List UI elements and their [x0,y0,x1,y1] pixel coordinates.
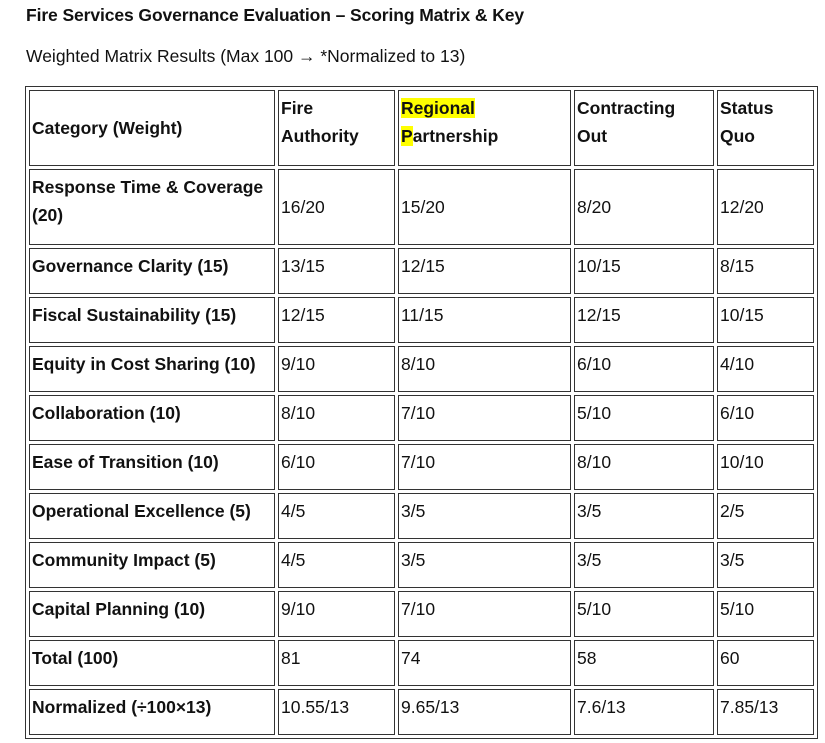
score-regional-partnership: 74 [398,640,571,686]
score-regional-partnership: 11/15 [398,297,571,343]
row-category: Total (100) [29,640,275,686]
header-regional-partnership [398,90,571,166]
score-contracting-out: 7.6/13 [574,689,714,735]
row-category: Normalized (÷100×13) [29,689,275,735]
row-category: Community Impact (5) [29,542,275,588]
score-regional-partnership: 9.65/13 [398,689,571,735]
score-status-quo: 12/20 [717,169,814,245]
row-category: Governance Clarity (15) [29,248,275,294]
score-status-quo: 10/10 [717,444,814,490]
score-regional-partnership: 12/15 [398,248,571,294]
header-status-quo-line1: Status [720,98,774,118]
header-contracting-out [574,90,714,166]
score-status-quo: 2/5 [717,493,814,539]
score-contracting-out: 5/10 [574,395,714,441]
table-header-row [29,90,814,166]
document-title: Fire Services Governance Evaluation – Scoring Matrix & Key [26,5,525,25]
header-contracting-out-line1: Contracting [577,98,676,118]
row-category: Equity in Cost Sharing (10) [29,346,275,392]
score-status-quo: 5/10 [717,591,814,637]
header-fire-authority-line1: Fire [281,98,314,118]
table-row [29,493,814,539]
row-category: Operational Excellence (5) [29,493,275,539]
header-regional-partnership-line1: Regional [401,98,475,118]
table-row [29,395,814,441]
score-status-quo: 10/15 [717,297,814,343]
header-contracting-out-line2: Out [577,126,608,146]
table-row-normalized [29,689,814,735]
score-regional-partnership: 15/20 [398,169,571,245]
score-fire-authority: 9/10 [278,591,395,637]
header-fire-authority-line2: Authority [281,126,359,146]
score-regional-partnership: 7/10 [398,591,571,637]
score-fire-authority: 16/20 [278,169,395,245]
score-contracting-out: 6/10 [574,346,714,392]
score-regional-partnership: 7/10 [398,444,571,490]
score-status-quo: 4/10 [717,346,814,392]
score-regional-partnership: 3/5 [398,542,571,588]
table-row [29,346,814,392]
score-contracting-out: 3/5 [574,542,714,588]
header-category: Category (Weight) [29,90,275,166]
row-category: Fiscal Sustainability (15) [29,297,275,343]
score-contracting-out: 12/15 [574,297,714,343]
header-status-quo [717,90,814,166]
score-fire-authority: 8/10 [278,395,395,441]
score-fire-authority: 9/10 [278,346,395,392]
score-fire-authority: 4/5 [278,542,395,588]
score-contracting-out: 58 [574,640,714,686]
header-regional-partnership-line2: artnership [412,126,499,146]
score-status-quo: 6/10 [717,395,814,441]
score-contracting-out: 10/15 [574,248,714,294]
score-contracting-out: 5/10 [574,591,714,637]
score-contracting-out: 8/10 [574,444,714,490]
header-status-quo-line2: Quo [720,126,755,146]
score-regional-partnership: 8/10 [398,346,571,392]
score-fire-authority: 10.55/13 [278,689,395,735]
table-row [29,591,814,637]
score-contracting-out: 8/20 [574,169,714,245]
scoring-matrix-table [25,86,818,739]
score-status-quo: 8/15 [717,248,814,294]
document-subtitle: Weighted Matrix Results (Max 100 → *Normalized to 13) [26,46,466,66]
row-category: Ease of Transition (10) [29,444,275,490]
table-row [29,248,814,294]
score-fire-authority: 6/10 [278,444,395,490]
row-category: Response Time & Coverage (20) [29,169,275,245]
table-row [29,542,814,588]
table-row-total [29,640,814,686]
score-fire-authority: 13/15 [278,248,395,294]
table-row [29,297,814,343]
score-fire-authority: 4/5 [278,493,395,539]
score-status-quo: 7.85/13 [717,689,814,735]
row-category: Capital Planning (10) [29,591,275,637]
score-fire-authority: 12/15 [278,297,395,343]
score-regional-partnership: 3/5 [398,493,571,539]
header-regional-partnership-initial: P [401,126,413,146]
score-fire-authority: 81 [278,640,395,686]
table-row [29,169,814,245]
score-regional-partnership: 7/10 [398,395,571,441]
score-status-quo: 60 [717,640,814,686]
row-category: Collaboration (10) [29,395,275,441]
score-contracting-out: 3/5 [574,493,714,539]
header-fire-authority [278,90,395,166]
table-row [29,444,814,490]
score-status-quo: 3/5 [717,542,814,588]
